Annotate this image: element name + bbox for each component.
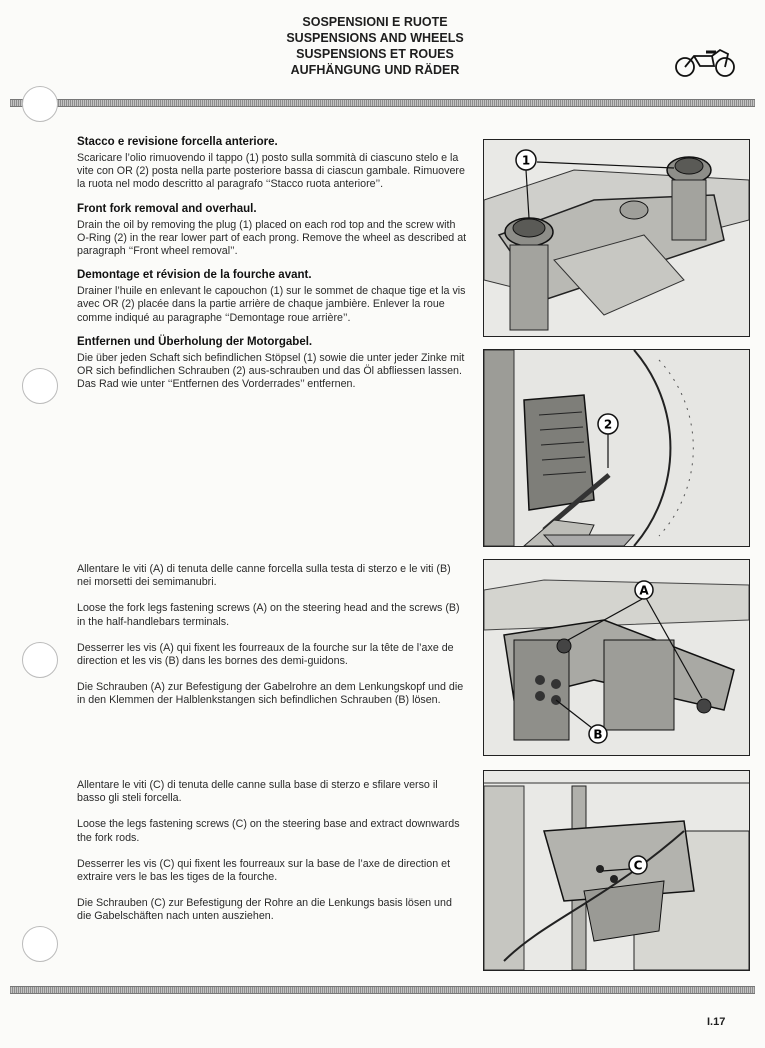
motorcycle-icon <box>672 46 738 78</box>
instruction-german: Die Schrauben (C) zur Befestigung der Rohre an die Lenkungs basis lösen und die Gabelschäften nach unten ausziehen. <box>77 897 452 923</box>
section-heading-italian: Stacco e revisione forcella anteriore. <box>77 136 278 148</box>
section-text-english: Drain the oil by removing the plug (1) placed on each rod top and the screw with O-Ring (2) in the rear lower part of each prong. Remove the wheel as described at paragraph ‘‘Front wheel removal’’. <box>77 218 467 258</box>
top-rule <box>10 99 755 107</box>
callout-2: 2 <box>603 417 613 432</box>
photo-drain-screw <box>483 349 750 547</box>
section-text-german: Die über jeden Schaft sich befindlichen Stöpsel (1) sowie die unter jeder Zinke mit OR sich befindlichen Schrauben (2) aus-schrauben und das Öl abfliessen lassen. Das Rad wie unter ‘‘Entfernen des Vorderrades’’ entfernen. <box>77 351 465 391</box>
callout-c: C <box>633 858 643 873</box>
section-text-french: Drainer l’huile en enlevant le capouchon (1) sur le sommet de chaque tige et la vis avec OR (2) placée dans la partie arrière de chaque jambière. Enlever la roue comme indiqué au paragraphe ‘‘Demontage roue arrière’’. <box>77 285 466 324</box>
page-header <box>200 14 550 78</box>
steering-base-instructions <box>77 779 467 937</box>
title-german: AUFHÄNGUNG UND RÄDER <box>290 63 460 77</box>
callout-a: A <box>639 583 649 598</box>
photo-steering-base <box>483 770 750 971</box>
instruction-italian: Allentare le viti (C) di tenuta delle canne sulla base di sterzo e sfilare verso il basso gli steli forcella. <box>77 779 438 805</box>
instruction-italian: Allentare le viti (A) di tenuta delle canne forcella sulla testa di sterzo e le viti (B) nei morsetti dei semimanubri. <box>77 563 451 589</box>
instruction-german: Die Schrauben (A) zur Befestigung der Gabelrohre an dem Lenkungskopf und die in den Klemmen der Halblenkstangen sich befindlichen Schrauben (B) lösen. <box>77 681 464 707</box>
title-english: SUSPENSIONS AND WHEELS <box>286 31 464 45</box>
callout-1: 1 <box>521 153 531 168</box>
instruction-french: Desserrer les vis (A) qui fixent les fourreaux de la fourche sur la tête de l’axe de direction et les vis (B) dans les bornes des demi-guidons. <box>77 641 454 668</box>
steering-head-instructions <box>77 563 467 721</box>
instruction-french: Desserrer les vis (C) qui fixent les fourreaux sur la base de l’axe de direction et extraire vers le bas les tiges de la fourche. <box>77 857 451 884</box>
fork-removal-sections <box>77 135 467 401</box>
instruction-english: Loose the legs fastening screws (C) on the steering base and extract downwards the fork rods. <box>77 818 460 844</box>
binder-hole <box>22 86 58 122</box>
section-heading-french: Demontage et révision de la fourche avant. <box>77 269 312 282</box>
binder-hole <box>22 642 58 678</box>
bottom-rule <box>10 986 755 994</box>
photo-steering-head <box>483 559 750 756</box>
section-heading-english: Front fork removal and overhaul. <box>77 202 257 215</box>
title-french: SUSPENSIONS ET ROUES <box>296 47 454 61</box>
title-italian: SOSPENSIONI E RUOTE <box>302 15 448 29</box>
callout-b: B <box>593 727 603 742</box>
section-text-italian: Scaricare l’olio rimuovendo il tappo (1) posto sulla sommità di ciascuno stelo e la vite con OR (2) posta nella parte posteriore bassa di ciascun gambale. Rimuovere la ruota nel modo descritto al paragrafo ‘‘Stacco ruota anteriore’’. <box>77 152 465 191</box>
page-number: I.17 <box>707 1016 726 1028</box>
instruction-english: Loose the fork legs fastening screws (A) on the steering head and the screws (B) in the half-handlebars terminals. <box>77 602 460 628</box>
photo-fork-caps <box>483 139 750 337</box>
binder-hole <box>22 368 58 404</box>
binder-hole <box>22 926 58 962</box>
section-heading-german: Entfernen und Überholung der Motorgabel. <box>77 335 313 348</box>
